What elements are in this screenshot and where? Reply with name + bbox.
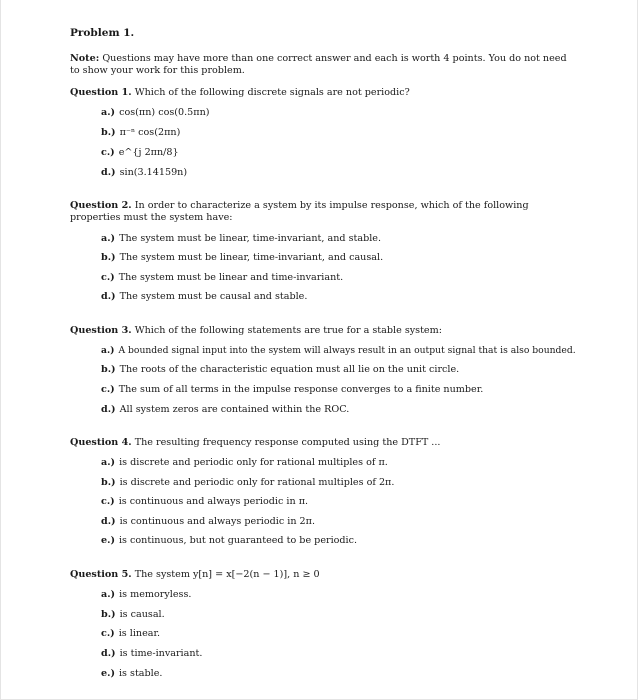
option-text: is continuous and always periodic in π.	[118, 496, 309, 507]
q4-option-b	[101, 477, 394, 489]
option-label: c.)	[101, 628, 115, 639]
option-text: The system must be linear, time-invariant, and causal.	[119, 252, 384, 263]
option-text: π⁻ⁿ cos(2πn)	[119, 127, 181, 138]
option-label: a.)	[101, 107, 116, 118]
q4-option-a	[101, 457, 388, 469]
question-5-text: The system y[n] = x[−2(n − 1)], n ≥ 0	[134, 569, 320, 580]
question-4	[70, 437, 570, 449]
question-2-text: In order to characterize a system by its impulse response, which of the following properties must the system have:	[70, 200, 529, 223]
option-text: sin(3.14159n)	[119, 167, 188, 178]
option-text: The system must be causal and stable.	[119, 291, 308, 302]
option-label: c.)	[101, 147, 115, 158]
option-text: All system zeros are contained within the ROC.	[119, 404, 350, 415]
option-text: e^{j 2πn/8}	[118, 147, 179, 158]
option-label: b.)	[101, 609, 116, 620]
q5-option-e	[101, 668, 162, 680]
option-text: cos(πn) cos(0.5πn)	[119, 107, 210, 118]
option-text: is discrete and periodic only for rational multiples of π.	[119, 457, 388, 468]
question-4-label: Question 4.	[70, 437, 132, 448]
q5-option-d	[101, 648, 202, 660]
q3-option-c	[101, 384, 483, 396]
q4-option-e	[101, 535, 357, 547]
q2-option-a	[101, 233, 381, 245]
option-text: The sum of all terms in the impulse response converges to a finite number.	[118, 384, 484, 395]
option-text: is linear.	[118, 628, 161, 639]
option-text: The system must be linear, time-invariant, and stable.	[119, 233, 382, 244]
option-label: b.)	[101, 477, 116, 488]
q5-option-b	[101, 609, 165, 621]
q2-option-b	[101, 252, 383, 264]
option-text: A bounded signal input into the system will always result in an output signal that is also bounded.	[118, 345, 576, 356]
q3-option-b	[101, 364, 459, 376]
option-label: c.)	[101, 272, 115, 283]
option-label: a.)	[101, 457, 116, 468]
option-text: is discrete and periodic only for rational multiples of 2π.	[119, 477, 395, 488]
option-label: b.)	[101, 364, 116, 375]
q1-option-a	[101, 107, 210, 119]
option-text: is time-invariant.	[119, 648, 203, 659]
q4-option-c	[101, 496, 308, 508]
q1-option-c	[101, 147, 179, 159]
option-text: is continuous and always periodic in 2π.	[119, 516, 316, 527]
option-label: a.)	[101, 589, 116, 600]
option-label: d.)	[101, 404, 116, 415]
question-1	[70, 87, 570, 99]
option-label: b.)	[101, 127, 116, 138]
option-label: b.)	[101, 252, 116, 263]
option-text: is stable.	[118, 668, 163, 679]
option-label: e.)	[101, 535, 115, 546]
question-3	[70, 325, 570, 337]
option-label: e.)	[101, 668, 115, 679]
question-2	[70, 200, 570, 224]
q3-option-a	[101, 345, 576, 357]
q5-option-a	[101, 589, 191, 601]
option-label: d.)	[101, 291, 116, 302]
question-2-label: Question 2.	[70, 200, 132, 211]
option-text: is continuous, but not guaranteed to be periodic.	[118, 535, 358, 546]
question-5-label: Question 5.	[70, 569, 132, 580]
question-5	[70, 569, 570, 581]
q1-option-b	[101, 127, 180, 139]
note-text: Questions may have more than one correct answer and each is worth 4 points. You do not need to show your work for this problem.	[70, 53, 567, 76]
option-text: is memoryless.	[119, 589, 192, 600]
question-1-label: Question 1.	[70, 87, 132, 98]
option-label: a.)	[101, 345, 115, 356]
option-label: c.)	[101, 384, 115, 395]
option-label: c.)	[101, 496, 115, 507]
problem-title: Problem 1.	[70, 27, 135, 39]
question-1-text: Which of the following discrete signals are not periodic?	[134, 87, 410, 98]
question-4-text: The resulting frequency response computed using the DTFT ...	[134, 437, 441, 448]
question-3-label: Question 3.	[70, 325, 132, 336]
q2-option-c	[101, 272, 343, 284]
q4-option-d	[101, 516, 315, 528]
q1-option-d	[101, 167, 187, 179]
q5-option-c	[101, 628, 160, 640]
option-text: The system must be linear and time-invariant.	[118, 272, 344, 283]
note-paragraph	[70, 53, 570, 77]
q2-option-d	[101, 291, 307, 303]
option-label: d.)	[101, 516, 116, 527]
option-text: The roots of the characteristic equation must all lie on the unit circle.	[119, 364, 460, 375]
option-label: a.)	[101, 233, 116, 244]
option-text: is causal.	[119, 609, 165, 620]
question-3-text: Which of the following statements are true for a stable system:	[134, 325, 442, 336]
q3-option-d	[101, 404, 349, 416]
option-label: d.)	[101, 167, 116, 178]
option-label: d.)	[101, 648, 116, 659]
note-label: Note:	[70, 53, 100, 64]
